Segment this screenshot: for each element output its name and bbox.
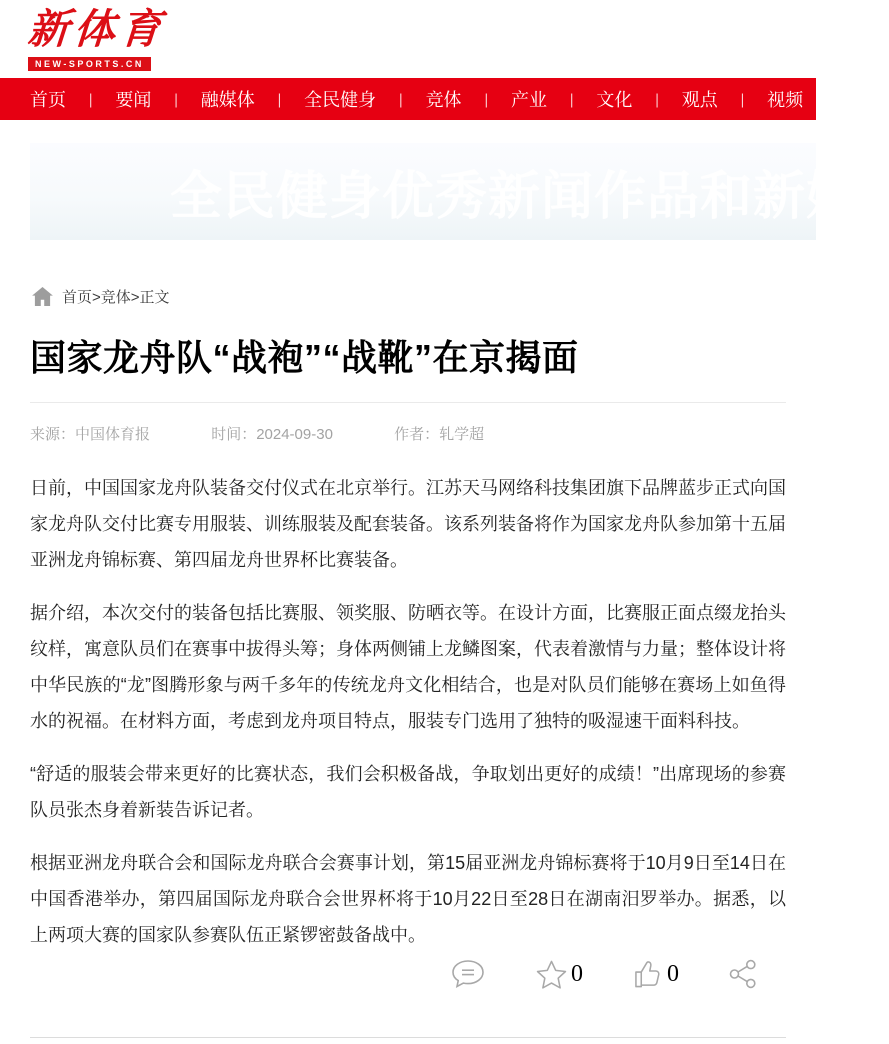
like-count: 0: [667, 961, 679, 987]
nav-separator: |: [277, 90, 282, 108]
nav-separator: |: [399, 90, 403, 108]
campaign-banner[interactable]: [30, 143, 860, 240]
comment-button[interactable]: [451, 959, 485, 989]
nav-item-3[interactable]: 融媒体: [200, 90, 255, 110]
nav-item-5[interactable]: 竞体: [425, 90, 462, 110]
logo-text: 新体育: [26, 5, 168, 53]
nav-separator: |: [740, 90, 745, 108]
nav-separator: |: [655, 90, 659, 108]
nav-item-10[interactable]: 直播: [852, 90, 889, 110]
article-paragraph: 日前，中国国家龙舟队装备交付仪式在北京举行。江苏天马网络科技集团旗下品牌蓝步正式向国家龙舟队交付比赛专用服装、训练服装及配套装备。该系列装备将作为国家龙舟队参加第十五届亚洲龙舟锦标赛、第四届龙舟世界杯比赛装备。: [30, 478, 786, 570]
home-icon[interactable]: [32, 287, 53, 306]
nav-separator: |: [484, 90, 488, 108]
logo-domain: NEW-SPORTS.CN: [28, 57, 151, 71]
nav-item-2[interactable]: 要闻: [115, 90, 152, 110]
site-logo[interactable]: [28, 4, 166, 72]
nav-separator: |: [569, 90, 574, 108]
nav-item-8[interactable]: 观点: [681, 90, 718, 110]
breadcrumb-text[interactable]: 首页>竞体>正文: [62, 288, 170, 306]
article-paragraph: “舒适的服装会带来更好的比赛状态，我们会积极备战，争取划出更好的成绩！”出席现场的参赛队员张杰身着新装告诉记者。: [30, 764, 786, 820]
action-bar: [0, 957, 757, 991]
nav-separator: |: [174, 90, 178, 108]
nav-item-1[interactable]: 首页: [30, 90, 66, 110]
favorite-count: 0: [571, 961, 583, 987]
comment-icon: [451, 959, 485, 989]
article-time: 时间：2024-09-30: [211, 426, 333, 443]
nav-item-4[interactable]: 全民健身: [304, 90, 377, 110]
nav-item-6[interactable]: 产业: [510, 90, 547, 110]
banner-text: 全民健身优秀新闻作品和新媒: [170, 168, 860, 226]
article-title: 国家龙舟队“战袍”“战靴”在京揭面: [30, 337, 579, 378]
nav-item-9[interactable]: 视频: [767, 90, 804, 110]
article-paragraph: 据介绍，本次交付的装备包括比赛服、领奖服、防晒衣等。在设计方面，比赛服正面点缀龙抬头纹样，寓意队员们在赛事中拔得头筹；身体两侧铺上龙鳞图案，代表着激情与力量；整体设计将中华民族的“龙”图腾形象与两千多年的传统龙舟文化相结合，也是对队员们能够在赛场上如鱼得水的祝福。在材料方面，考虑到龙舟项目特点，服装专门选用了独特的吸湿速干面料科技。: [30, 603, 786, 731]
nav-item-7[interactable]: 文化: [596, 90, 633, 110]
thumbs-up-icon: [633, 960, 664, 989]
nav-separator: |: [826, 90, 830, 108]
article-body: [30, 470, 786, 953]
article-author: 作者：轧学超: [394, 426, 485, 443]
main-nav: [0, 78, 889, 120]
site-header: [0, 0, 816, 78]
page-bottom-divider: [30, 1037, 786, 1038]
article-paragraph: 根据亚洲龙舟联合会和国际龙舟联合会赛事计划，第15届亚洲龙舟锦标赛将于10月9日至14日在中国香港举办，第四届国际龙舟联合会世界杯将于10月22日至28日在湖南汨罗举办。据悉，以上两项大赛的国家队参赛队伍正紧锣密鼓备战中。: [30, 853, 786, 945]
share-icon: [729, 959, 757, 989]
article-meta: [30, 423, 786, 444]
like-button[interactable]: [633, 959, 679, 989]
breadcrumb: [32, 285, 816, 307]
favorite-button[interactable]: [535, 959, 583, 990]
star-icon: [535, 959, 568, 990]
share-button[interactable]: [729, 959, 757, 989]
nav-separator: |: [89, 90, 93, 108]
article-source: 来源：中国体育报: [30, 426, 151, 443]
meta-divider: [30, 402, 786, 403]
